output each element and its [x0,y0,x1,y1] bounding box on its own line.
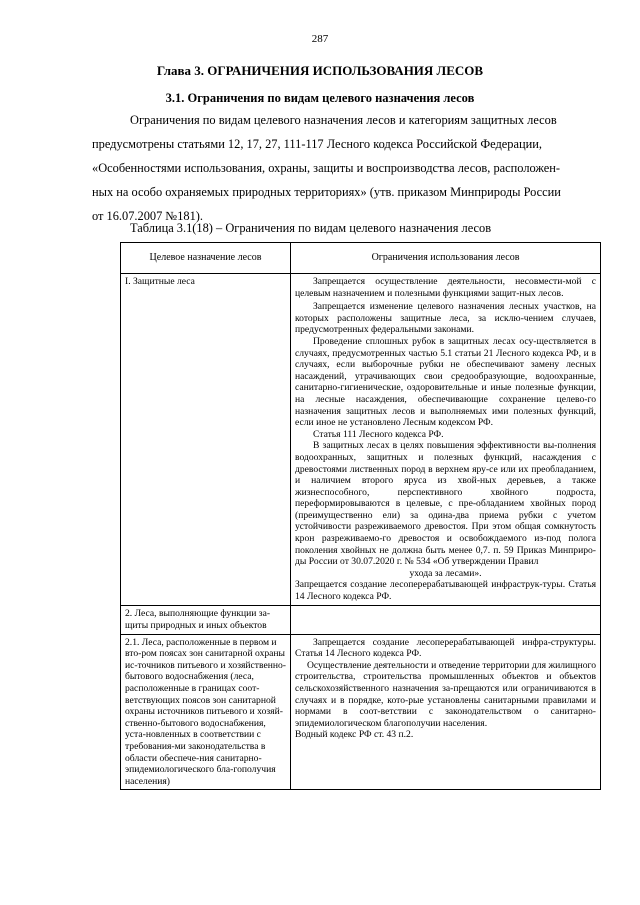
section-title: 3.1. Ограничения по видам целевого назначения лесов [165,91,475,105]
row-restrictions [291,274,601,606]
column-header: Целевое назначение лесов [121,243,291,274]
law-reference: Статья 111 Лесного кодекса РФ. [313,428,444,440]
column-header: Ограничения использования лесов [291,243,601,274]
row-label: 2. Леса, выполняющие функции за-щиты природных и иных объектов [121,605,291,634]
intro-line-1: Ограничения по видам целевого назначения лесов и категориям защитных лесов [130,113,557,127]
law-reference: Водный кодекс РФ ст. 43 п.2. [295,729,414,741]
page-number: 287 [311,33,329,45]
intro-line-2: предусмотрены статьями 12, 17, 27, 111-117 Лесного кодекса Российской Федерации, [92,137,542,151]
chapter-title: Глава 3. ОГРАНИЧЕНИЯ ИСПОЛЬЗОВАНИЯ ЛЕСОВ [156,63,484,78]
restrictions-table [120,242,601,790]
table-header-row [121,243,601,274]
intro-line-5: от 16.07.2007 №181). [92,209,204,223]
table-row [121,605,601,634]
row-label: I. Защитные леса [121,274,291,606]
restriction-paragraph: Запрещается осуществление деятельности, несовмести-мой с целевым назначением и полезными функциями защит-ных лесов. [295,276,596,299]
restriction-paragraph-end: ухода за лесами». [409,567,482,579]
row-label: 2.1. Леса, расположенные в первом и вто-ром поясах зон санитарной охраны ис-точников питьевого и хозяйственно-бытового водоснабжения (леса, расположенные в границах соот-ветствующих поясов зон санитарной охраны источников питьевого и хозяй-ственно-бытового водоснабжения, уста-новленных в соответствии с требования-ми законодательства в области обеспече-ния санитарно-эпидемиологического бла-гополучия населения) [121,634,291,790]
table-caption: Таблица 3.1(18) – Ограничения по видам целевого назначения лесов [130,221,492,235]
table-row [121,274,601,606]
restriction-paragraph: В защитных лесах в целях повышения эффективности вы-полнения водоохранных, защитных и полезных функций, насаждения с древостоями лиственных пород в верхнем яру-се или их преобладанием, и наличием второго яруса из хвой-ных деревьев, а также жизнеспособного, перспективного хвойного подроста, переформировываются в целевые, с пре-обладанием хвойных пород (преимущественно ели) за одина-два приема рубки с учетом устойчивости разреживаемого древостоя. При этом общая сомкнутость крон разреживаемо-го древостоя и освобождаемого из-под полога поколения хвойных не должна быть менее 0,7. п. 59 Приказ Минприро-ды России от 30.07.2020 г. № 534 «Об утверждении Правил [295,440,596,568]
restriction-paragraph: Осуществление деятельности и отведение территории для жилищного строительства, строительства промышленных объектов и объектов сельскохозяйственного назначения за-прещаются или ограничиваются в случаях и в порядке, кото-рые установлены санитарными правилами и нормами в соот-ветствии с законодательством о санитарно-эпидемиологическом благополучии населения. [295,659,596,729]
table-row [121,634,601,790]
restriction-paragraph: Запрещается изменение целевого назначения лесных участков, на которых расположены защитные леса, за исклю-чением случаев, предусмотренных федеральными законами. [295,301,596,336]
intro-line-3: «Особенностями использования, охраны, защиты и воспроизводства лесов, расположен- [92,161,561,175]
intro-line-4: ных на особо охраняемых природных территориях» (утв. приказом Минприроды России [92,185,561,199]
row-restrictions [291,634,601,790]
row-restrictions [291,605,601,634]
restriction-paragraph: Запрещается создание лесоперерабатывающей инфра-структуры. Статья 14 Лесного кодекса РФ. [295,636,596,660]
restriction-paragraph: Проведение сплошных рубок в защитных лесах осу-ществляется в случаях, предусмотренных частью 5.1 статьи 21 Лесного кодекса РФ, и в случаях, если выборочные рубки не обеспечивают замену лесных насаждений, утрачивающих свои средообразующие, водоохранные, санитарно-гигиенические, оздоровительные и иные полезные функции, на лесные насаждения, обеспечивающие сохранение целево-го назначения защитных лесов и выполняемых ими полезных функций, если иное не установлено Лесным кодексом РФ. [295,335,596,429]
restriction-paragraph: Запрещается создание лесоперерабатывающей инфраструк-туры. Статья 14 Лесного кодекса РФ. [295,579,596,603]
intro-paragraph [92,108,577,228]
